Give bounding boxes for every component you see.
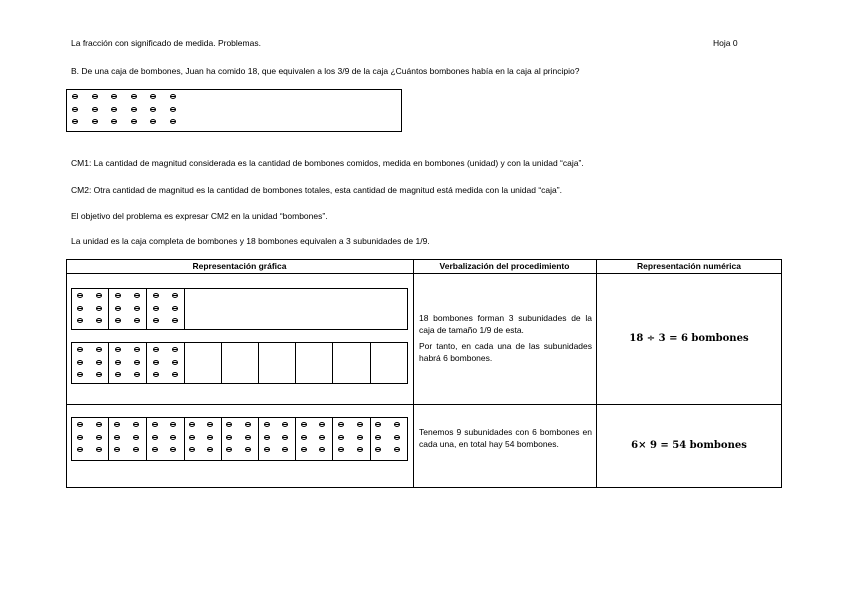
bonbon-icon — [134, 360, 140, 365]
bonbon-icon — [375, 435, 381, 440]
subunit-divider — [108, 417, 109, 461]
bonbon-icon — [96, 447, 102, 452]
bonbon-icon — [77, 422, 83, 427]
subunit-divider — [295, 342, 296, 384]
bonbon-icon — [153, 306, 159, 311]
bonbon-icon — [245, 447, 251, 452]
cm1-statement: CM1: La cantidad de magnitud considerada es la cantidad de bombones comidos, medida en bombones (unidad) y con la unidad “caja”. — [71, 158, 584, 168]
bonbon-icon — [77, 318, 83, 323]
bonbon-icon — [115, 306, 121, 311]
bonbon-icon — [96, 347, 102, 352]
unit-statement: La unidad es la caja completa de bombones y 18 bombones equivalen a 3 subunidades de 1/9. — [71, 236, 430, 246]
header-numeric: Representación numérica — [637, 261, 741, 271]
bonbon-icon — [189, 422, 195, 427]
bonbon-icon — [134, 347, 140, 352]
bonbon-icon — [264, 447, 270, 452]
table-col-divider-2 — [596, 259, 597, 488]
bonbon-icon — [134, 293, 140, 298]
table-col-divider-1 — [413, 259, 414, 488]
table-row-divider — [66, 404, 782, 405]
bonbon-icon — [319, 435, 325, 440]
bonbon-icon — [72, 94, 78, 99]
row1-numeric: 18 ÷ 3 = 6 bombones — [629, 333, 749, 344]
bonbon-icon — [134, 306, 140, 311]
bonbon-icon — [77, 347, 83, 352]
cm2-statement: CM2: Otra cantidad de magnitud es la cantidad de bombones totales, esta cantidad de magnitud está medida con la unidad “caja”. — [71, 185, 562, 195]
bonbon-icon — [77, 372, 83, 377]
subunit-divider — [221, 417, 222, 461]
subunit-divider — [184, 342, 185, 384]
bonbon-icon — [92, 107, 98, 112]
bonbon-icon — [153, 347, 159, 352]
bonbon-icon — [152, 435, 158, 440]
bonbon-icon — [133, 422, 139, 427]
subunit-divider — [332, 417, 333, 461]
bonbon-icon — [172, 293, 178, 298]
bonbon-icon — [134, 372, 140, 377]
bonbon-icon — [133, 447, 139, 452]
bonbon-icon — [245, 422, 251, 427]
bonbon-icon — [115, 293, 121, 298]
bonbon-icon — [115, 372, 121, 377]
subunit-divider — [221, 342, 222, 384]
subunit-divider — [370, 342, 371, 384]
bonbon-icon — [226, 435, 232, 440]
bonbon-icon — [357, 422, 363, 427]
subunit-divider — [108, 288, 109, 330]
bonbon-icon — [150, 94, 156, 99]
bonbon-icon — [152, 422, 158, 427]
table-header-divider — [66, 273, 782, 274]
bonbon-icon — [134, 318, 140, 323]
bonbon-icon — [301, 447, 307, 452]
bonbon-icon — [150, 107, 156, 112]
document-title: La fracción con significado de medida. Problemas. — [71, 38, 261, 48]
bonbon-icon — [153, 372, 159, 377]
bonbon-icon — [153, 318, 159, 323]
bonbon-icon — [301, 422, 307, 427]
bonbon-icon — [96, 422, 102, 427]
bonbon-icon — [131, 119, 137, 124]
bonbon-icon — [96, 435, 102, 440]
bonbon-icon — [96, 372, 102, 377]
bonbon-icon — [77, 447, 83, 452]
bonbon-icon — [152, 447, 158, 452]
header-verbal: Verbalización del procedimiento — [439, 261, 570, 271]
bonbon-icon — [150, 119, 156, 124]
bonbon-icon — [394, 435, 400, 440]
bonbon-icon — [77, 306, 83, 311]
bonbon-icon — [282, 435, 288, 440]
header-graphic: Representación gráfica — [192, 261, 287, 271]
bonbon-icon — [207, 435, 213, 440]
subunit-divider — [184, 288, 185, 330]
bonbon-icon — [115, 318, 121, 323]
bonbon-icon — [172, 306, 178, 311]
bonbon-icon — [245, 435, 251, 440]
bonbon-icon — [133, 435, 139, 440]
bonbon-icon — [264, 422, 270, 427]
bonbon-icon — [338, 435, 344, 440]
subunit-divider — [146, 417, 147, 461]
bonbon-icon — [170, 107, 176, 112]
row1-verbal-1: 18 bombones forman 3 subunidades de la caja de tamaño 1/9 de esta. — [419, 313, 592, 335]
bonbon-icon — [172, 347, 178, 352]
bonbon-icon — [131, 107, 137, 112]
bonbon-icon — [264, 435, 270, 440]
bonbon-icon — [111, 119, 117, 124]
bonbon-icon — [172, 360, 178, 365]
problem-statement: B. De una caja de bombones, Juan ha comido 18, que equivalen a los 3/9 de la caja ¿Cuántos bombones había en la caja al principio? — [71, 66, 580, 76]
row2-numeric: 6× 9 = 54 bombones — [631, 440, 747, 451]
bonbon-icon — [153, 293, 159, 298]
bonbon-icon — [282, 422, 288, 427]
bonbon-icon — [111, 107, 117, 112]
subunit-divider — [258, 417, 259, 461]
subunit-divider — [146, 288, 147, 330]
bonbon-icon — [301, 435, 307, 440]
bonbon-icon — [92, 94, 98, 99]
subunit-divider — [258, 342, 259, 384]
subunit-divider — [108, 342, 109, 384]
bonbon-icon — [357, 447, 363, 452]
whole-box-subunits — [71, 342, 408, 384]
bonbon-icon — [96, 306, 102, 311]
row2-verbal: Tenemos 9 subunidades con 6 bombones en cada una, en total hay 54 bombones. — [419, 427, 592, 449]
bonbon-icon — [77, 435, 83, 440]
bonbon-icon — [115, 347, 121, 352]
subunit-divider — [295, 417, 296, 461]
bonbon-icon — [357, 435, 363, 440]
bonbon-icon — [170, 435, 176, 440]
subunit-divider — [370, 417, 371, 461]
bonbon-icon — [77, 293, 83, 298]
bonbon-icon — [72, 119, 78, 124]
subunit-divider — [184, 417, 185, 461]
bonbon-icon — [282, 447, 288, 452]
bonbon-icon — [189, 435, 195, 440]
bonbon-icon — [96, 293, 102, 298]
bonbon-icon — [170, 94, 176, 99]
bonbon-icon — [114, 435, 120, 440]
bonbon-icon — [96, 360, 102, 365]
subunit-divider — [332, 342, 333, 384]
bonbon-icon — [115, 360, 121, 365]
bonbon-icon — [172, 372, 178, 377]
bonbon-icon — [131, 94, 137, 99]
bonbon-icon — [77, 360, 83, 365]
bonbon-icon — [111, 94, 117, 99]
bonbon-icon — [96, 318, 102, 323]
bonbon-icon — [172, 318, 178, 323]
bonbon-icon — [153, 360, 159, 365]
bonbon-icon — [189, 447, 195, 452]
bonbon-icon — [170, 119, 176, 124]
bonbon-icon — [394, 447, 400, 452]
bonbon-icon — [72, 107, 78, 112]
bonbon-icon — [394, 422, 400, 427]
sheet-number: Hoja 0 — [713, 38, 738, 48]
objective-statement: El objetivo del problema es expresar CM2 en la unidad “bombones”. — [71, 211, 328, 221]
bonbon-icon — [92, 119, 98, 124]
eaten-subunits-box — [71, 288, 408, 330]
subunit-divider — [146, 342, 147, 384]
row1-verbal-2: Por tanto, en cada una de las subunidades habrá 6 bombones. — [419, 341, 592, 363]
